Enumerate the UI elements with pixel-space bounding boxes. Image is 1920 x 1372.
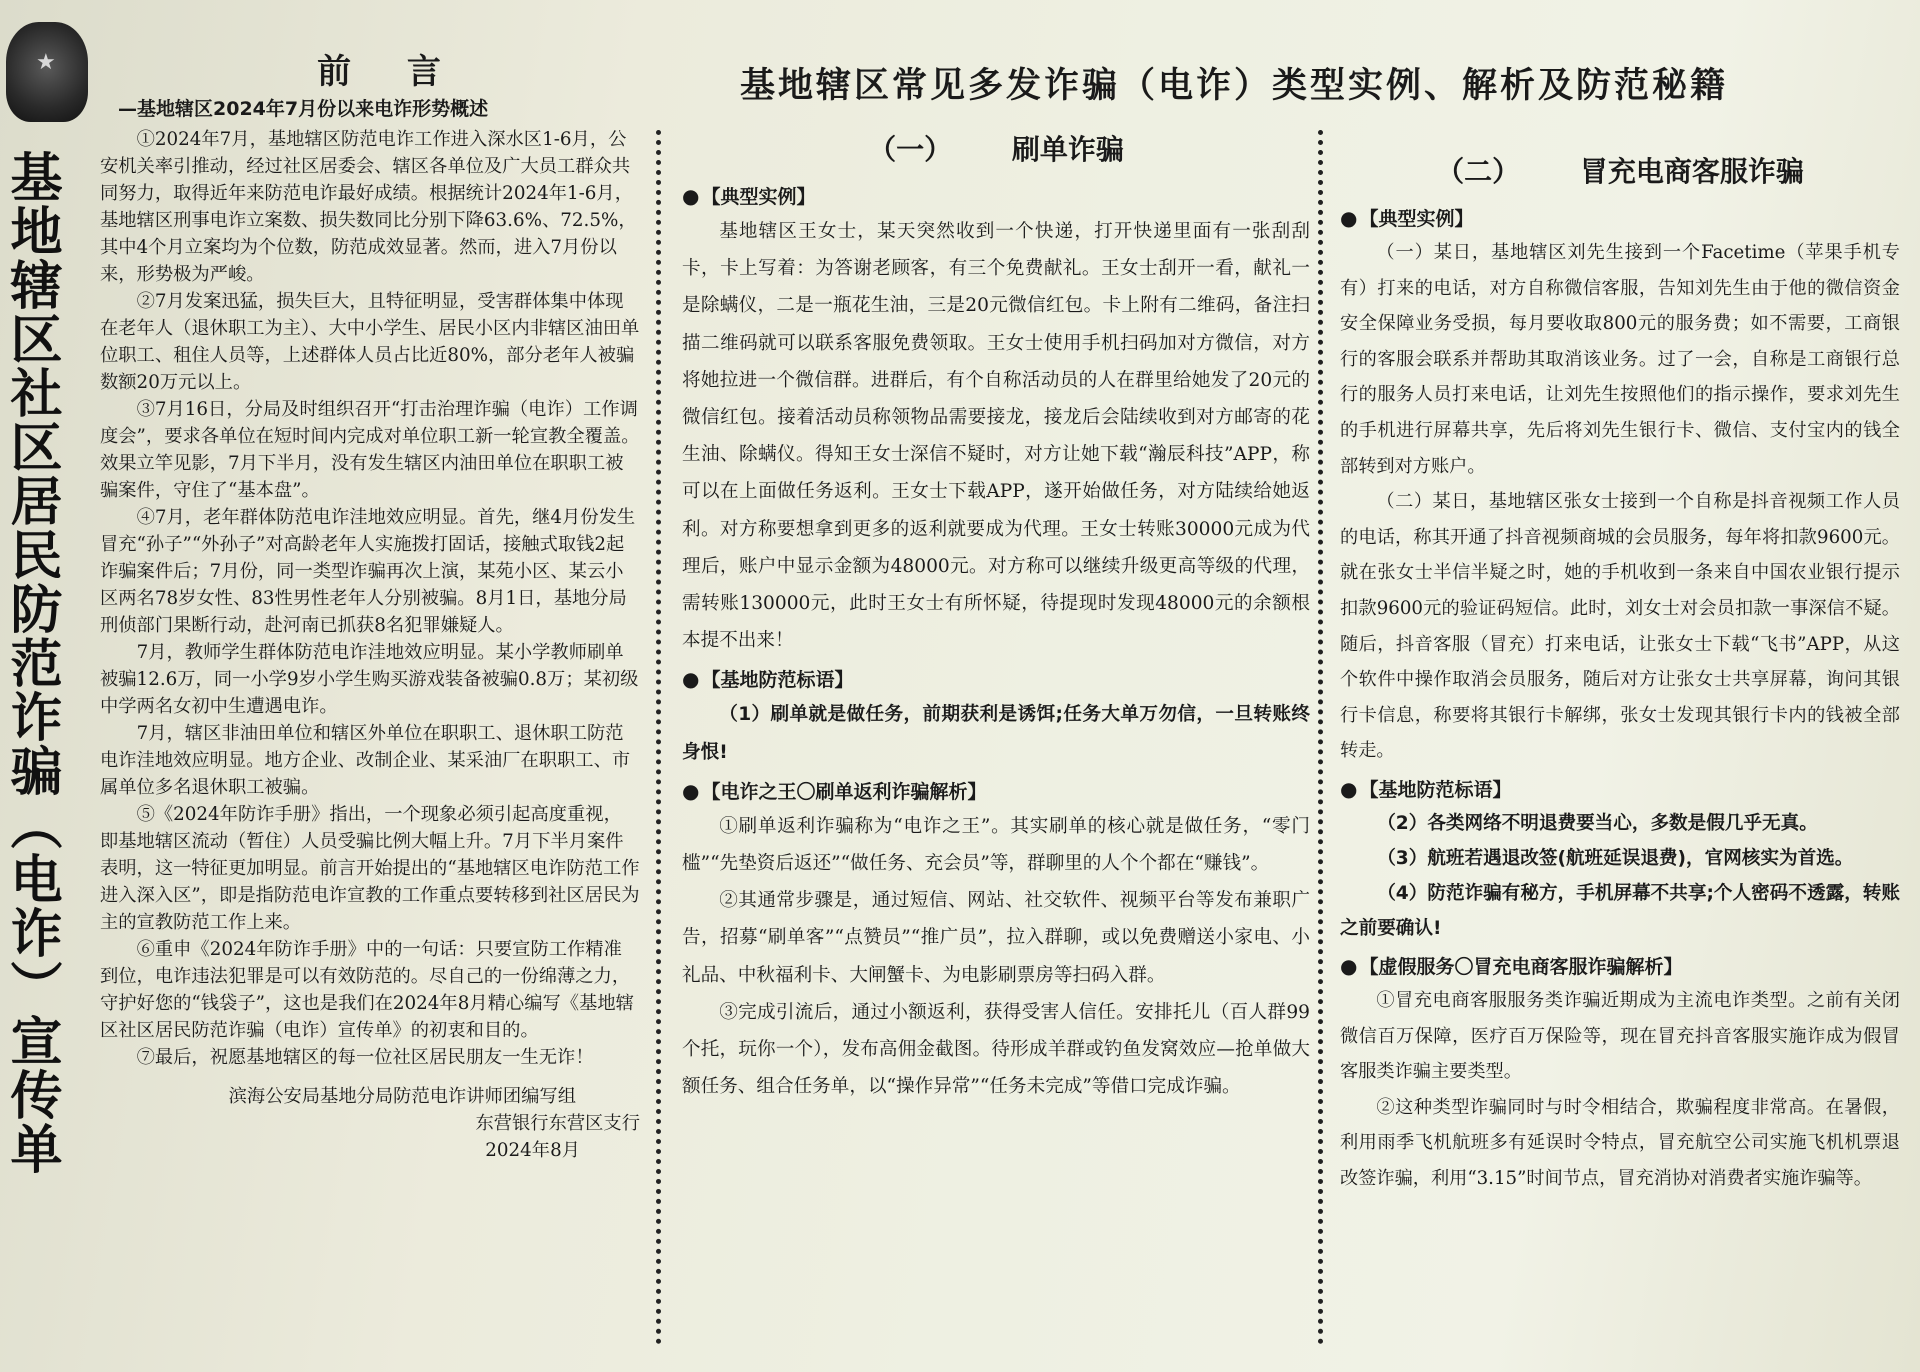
bullet-dot-icon: ● [682,778,700,803]
analysis-heading: ● 【电诈之王〇刷单返利诈骗解析】 [682,778,987,803]
analysis-heading: ● 【虚假服务〇冒充电商客服诈骗解析】 [1340,953,1683,978]
example-heading: ● 【典型实例】 [1340,206,1474,230]
preface-title: 前 言 [317,52,463,92]
signature-bank: 东营银行东营区支行 [475,1113,640,1134]
section-brushing-fraud [682,128,1310,1105]
section-title: 刷单诈骗 [1011,133,1124,166]
preface-signature [100,1083,640,1164]
analysis-paragraph: ③完成引流后，通过小额返利，获得受害人信任。安排托儿（百人群99个托，玩你一个），发布高佣金截图。待形成羊群或钓鱼发窝效应—抢单做大额任务、组合任务单，以“操作异常”“任务未完成”等借口完成诈骗。 [682,1001,1310,1098]
main-title: 基地辖区常见多发诈骗（电诈）类型实例、解析及防范秘籍 [740,66,1729,106]
example-text: （一）某日，基地辖区刘先生接到一个Facetime（苹果手机专有）打来的电话，对方自称微信客服，告知刘先生由于他的微信资金安全保障业务受损，每月要收取800元的服务费；如不需要，工商银行的客服会联系并帮助其取消该业务。过了一会，自称是工商银行总行的服务人员打来电话，让刘先生按照他们的指示操作，要求刘先生的手机进行屏幕共享，先后将刘先生银行卡、微信、支付宝内的钱全部转到对方账户。 [1340,242,1900,477]
example-text: 基地辖区王女士，某天突然收到一个快递，打开快递里面有一张刮刮卡，卡上写着：为答谢老顾客，有三个免费献礼。王女士刮开一看，献礼一是除螨仪，二是一瓶花生油，三是20元微信红包。卡上附有二维码，备注扫描二维码就可以联系客服免费领取。王女士使用手机扫码加对方微信，对方将她拉进一个微信群。进群后，有个自称活动员的人在群里给她发了20元的微信红包。接着活动员称领物品需要接龙，接龙后会陆续收到对方邮寄的花生油、除螨仪。得知王女士深信不疑时，对方让她下载“瀚辰科技”APP，称可以在上面做任务返利。王女士下载APP，遂开始做任务，对方陆续给她返利。对方称要想拿到更多的返利就要成为代理。王女士转账30000元成为代理后，账户中显示金额为48000元。对方称可以继续升级更高等级的代理，需转账130000元，此时王女士有所怀疑，待提现时发现48000元的余额根本提不出来！ [682,221,1310,652]
bullet-dot-icon: ● [682,184,700,208]
preface-column [100,44,640,1164]
preface-paragraph: ⑥重申《2024年防诈手册》中的一句话：只要宣防工作精准到位，电诈违法犯罪是可以有效防范的。尽自己的一份绵薄之力，守护好您的“钱袋子”，这也是我们在2024年8月精心编写《基地辖区社区居民防范诈骗（电诈）宣传单》的初衷和目的。 [100,939,634,1041]
analysis-paragraph: ②其通常步骤是，通过短信、网站、社交软件、视频平台等发布兼职广告，招募“刷单客”“点赞员”“推广员”，拉入群聊，或以免费赠送小家电、小礼品、中秋福利卡、大闸蟹卡、为电影刷票房等扫码入群。 [682,890,1310,986]
bullet-dot-icon: ● [1340,776,1358,801]
police-emblem-icon: ★ [6,22,88,122]
section-number: （一） [868,133,953,166]
preface-paragraph: ⑦最后，祝愿基地辖区的每一位社区居民朋友一生无诈！ [136,1047,594,1068]
analysis-paragraph: ①冒充电商客服服务类诈骗近期成为主流电诈类型。之前有关闭微信百万保障，医疗百万保险等，现在冒充抖音客服实施诈成为假冒客服类诈骗主要类型。 [1340,989,1900,1083]
preface-paragraph: ④7月，老年群体防范电诈洼地效应明显。首先，继4月份发生冒充“孙子”“外孙子”对高龄老年人实施拨打固话，接触式取钱2起诈骗案件后；7月份，同一类型诈骗再次上演，某苑小区、某云小区两名78岁女性、83性男性老年人分别被骗。8月1日，基地分局刑侦部门果断行动，赴河南已抓获8名犯罪嫌疑人。 [100,507,636,636]
section-title: 冒充电商客服诈骗 [1579,155,1804,188]
preface-paragraph: 7月，教师学生群体防范电诈洼地效应明显。某小学教师刷单被骗12.6万，同一小学9岁小学生购买游戏装备被骗0.8万；某初级中学两名女初中生遭遇电诈。 [100,642,639,717]
preface-paragraph: ①2024年7月，基地辖区防范电诈工作进入深水区1-6月，公安机关率引推动，经过社区居委会、辖区各单位及广大员工群众共同努力，取得近年来防范电诈最好成绩。根据统计2024年1-6月，基地辖区刑事电诈立案数、损失数同比分别下降63.6%、72.5%，其中4个月立案均为个位数，防范成效显著。然而，进入7月份以来，形势极为严峻。 [100,129,637,285]
dotted-divider [1318,130,1323,1345]
analysis-paragraph: ①刷单返利诈骗称为“电诈之王”。其实刷单的核心就是做任务，“零门槛”“先垫资后返还”“做任务、充会员”等，群聊里的人个个都在“赚钱”。 [682,815,1310,875]
dotted-divider [656,130,661,1345]
bullet-dot-icon: ● [1340,206,1358,230]
section-ecommerce-service-fraud [1340,150,1900,1196]
example-heading: ● 【典型实例】 [682,184,816,208]
preface-paragraph: ③7月16日，分局及时组织召开“打击治理诈骗（电诈）工作调度会”，要求各单位在短时间内完成对单位职工新一轮宣教全覆盖。效果立竿见影，7月下半月，没有发生辖区内油田单位在职职工被骗案件，守住了“基本盘”。 [100,399,640,501]
section-number: （二） [1436,155,1521,188]
signature-author: 滨海公安局基地分局防范电诈讲师团编写组 [228,1086,576,1107]
slogan-heading: ● 【基地防范标语】 [682,667,854,692]
vertical-banner-title: 基地辖区社区居民防范诈骗（电诈）宣传单 [1,150,61,1176]
slogan-text: （4）防范诈骗有秘方，手机屏幕不共享;个人密码不透露，转账之前要确认! [1340,882,1900,939]
signature-date: 2024年8月 [485,1140,580,1161]
section-heading [1340,150,1900,198]
bullet-dot-icon: ● [682,667,700,692]
slogan-text: （1）刷单就是做任务，前期获利是诱饵;任务大单万勿信，一旦转账终身恨! [682,704,1310,763]
bullet-dot-icon: ● [1340,953,1358,978]
section-heading [682,128,1310,176]
slogan-text: （3）航班若遇退改签(航班延误退费)，官网核实为首选。 [1377,847,1854,869]
slogan-text: （2）各类网络不明退费要当心，多数是假几乎无真。 [1377,812,1818,834]
preface-subtitle: —基地辖区2024年7月份以来电诈形势概述 [118,98,489,120]
analysis-paragraph: ②这种类型诈骗同时与时令相结合，欺骗程度非常高。在暑假，利用雨季飞机航班多有延误时令特点，冒充航空公司实施飞机机票退改签诈骗，利用“3.15”时间节点，冒充消协对消费者实施诈骗等。 [1340,1096,1900,1189]
preface-paragraph: ②7月发案迅猛，损失巨大，且特征明显，受害群体集中体现在老年人（退休职工为主）、大中小学生、居民小区内非辖区油田单位职工、租住人员等，上述群体人员占比近80%，部分老年人被骗数额20万元以上。 [100,291,640,393]
slogan-heading: ● 【基地防范标语】 [1340,776,1512,801]
preface-paragraph: 7月，辖区非油田单位和辖区外单位在职职工、退休职工防范电诈洼地效应明显。地方企业、改制企业、某采油厂在职职工、市属单位多名退休职工被骗。 [100,723,631,798]
preface-paragraph: ⑤《2024年防诈手册》指出，一个现象必须引起高度重视，即基地辖区流动（暂住）人员受骗比例大幅上升。7月下半月案件表明，这一特征更加明显。前言开始提出的“基地辖区电诈防范工作进入深入区”，即是指防范电诈宣教的工作重点要转移到社区居民为主的宣教防范工作上来。 [100,804,640,933]
example-text: （二）某日，基地辖区张女士接到一个自称是抖音视频工作人员的电话，称其开通了抖音视频商城的会员服务，每年将扣款9600元。就在张女士半信半疑之时，她的手机收到一条来自中国农业银行提示扣款9600元的验证码短信。此时，刘女士对会员扣款一事深信不疑。随后，抖音客服（冒充）打来电话，让张女士下载“飞书”APP，从这个软件中操作取消会员服务，随后对方让张女士共享屏幕，询问其银行卡信息，称要将其银行卡解绑，张女士发现其银行卡内的钱被全部转走。 [1340,491,1900,762]
